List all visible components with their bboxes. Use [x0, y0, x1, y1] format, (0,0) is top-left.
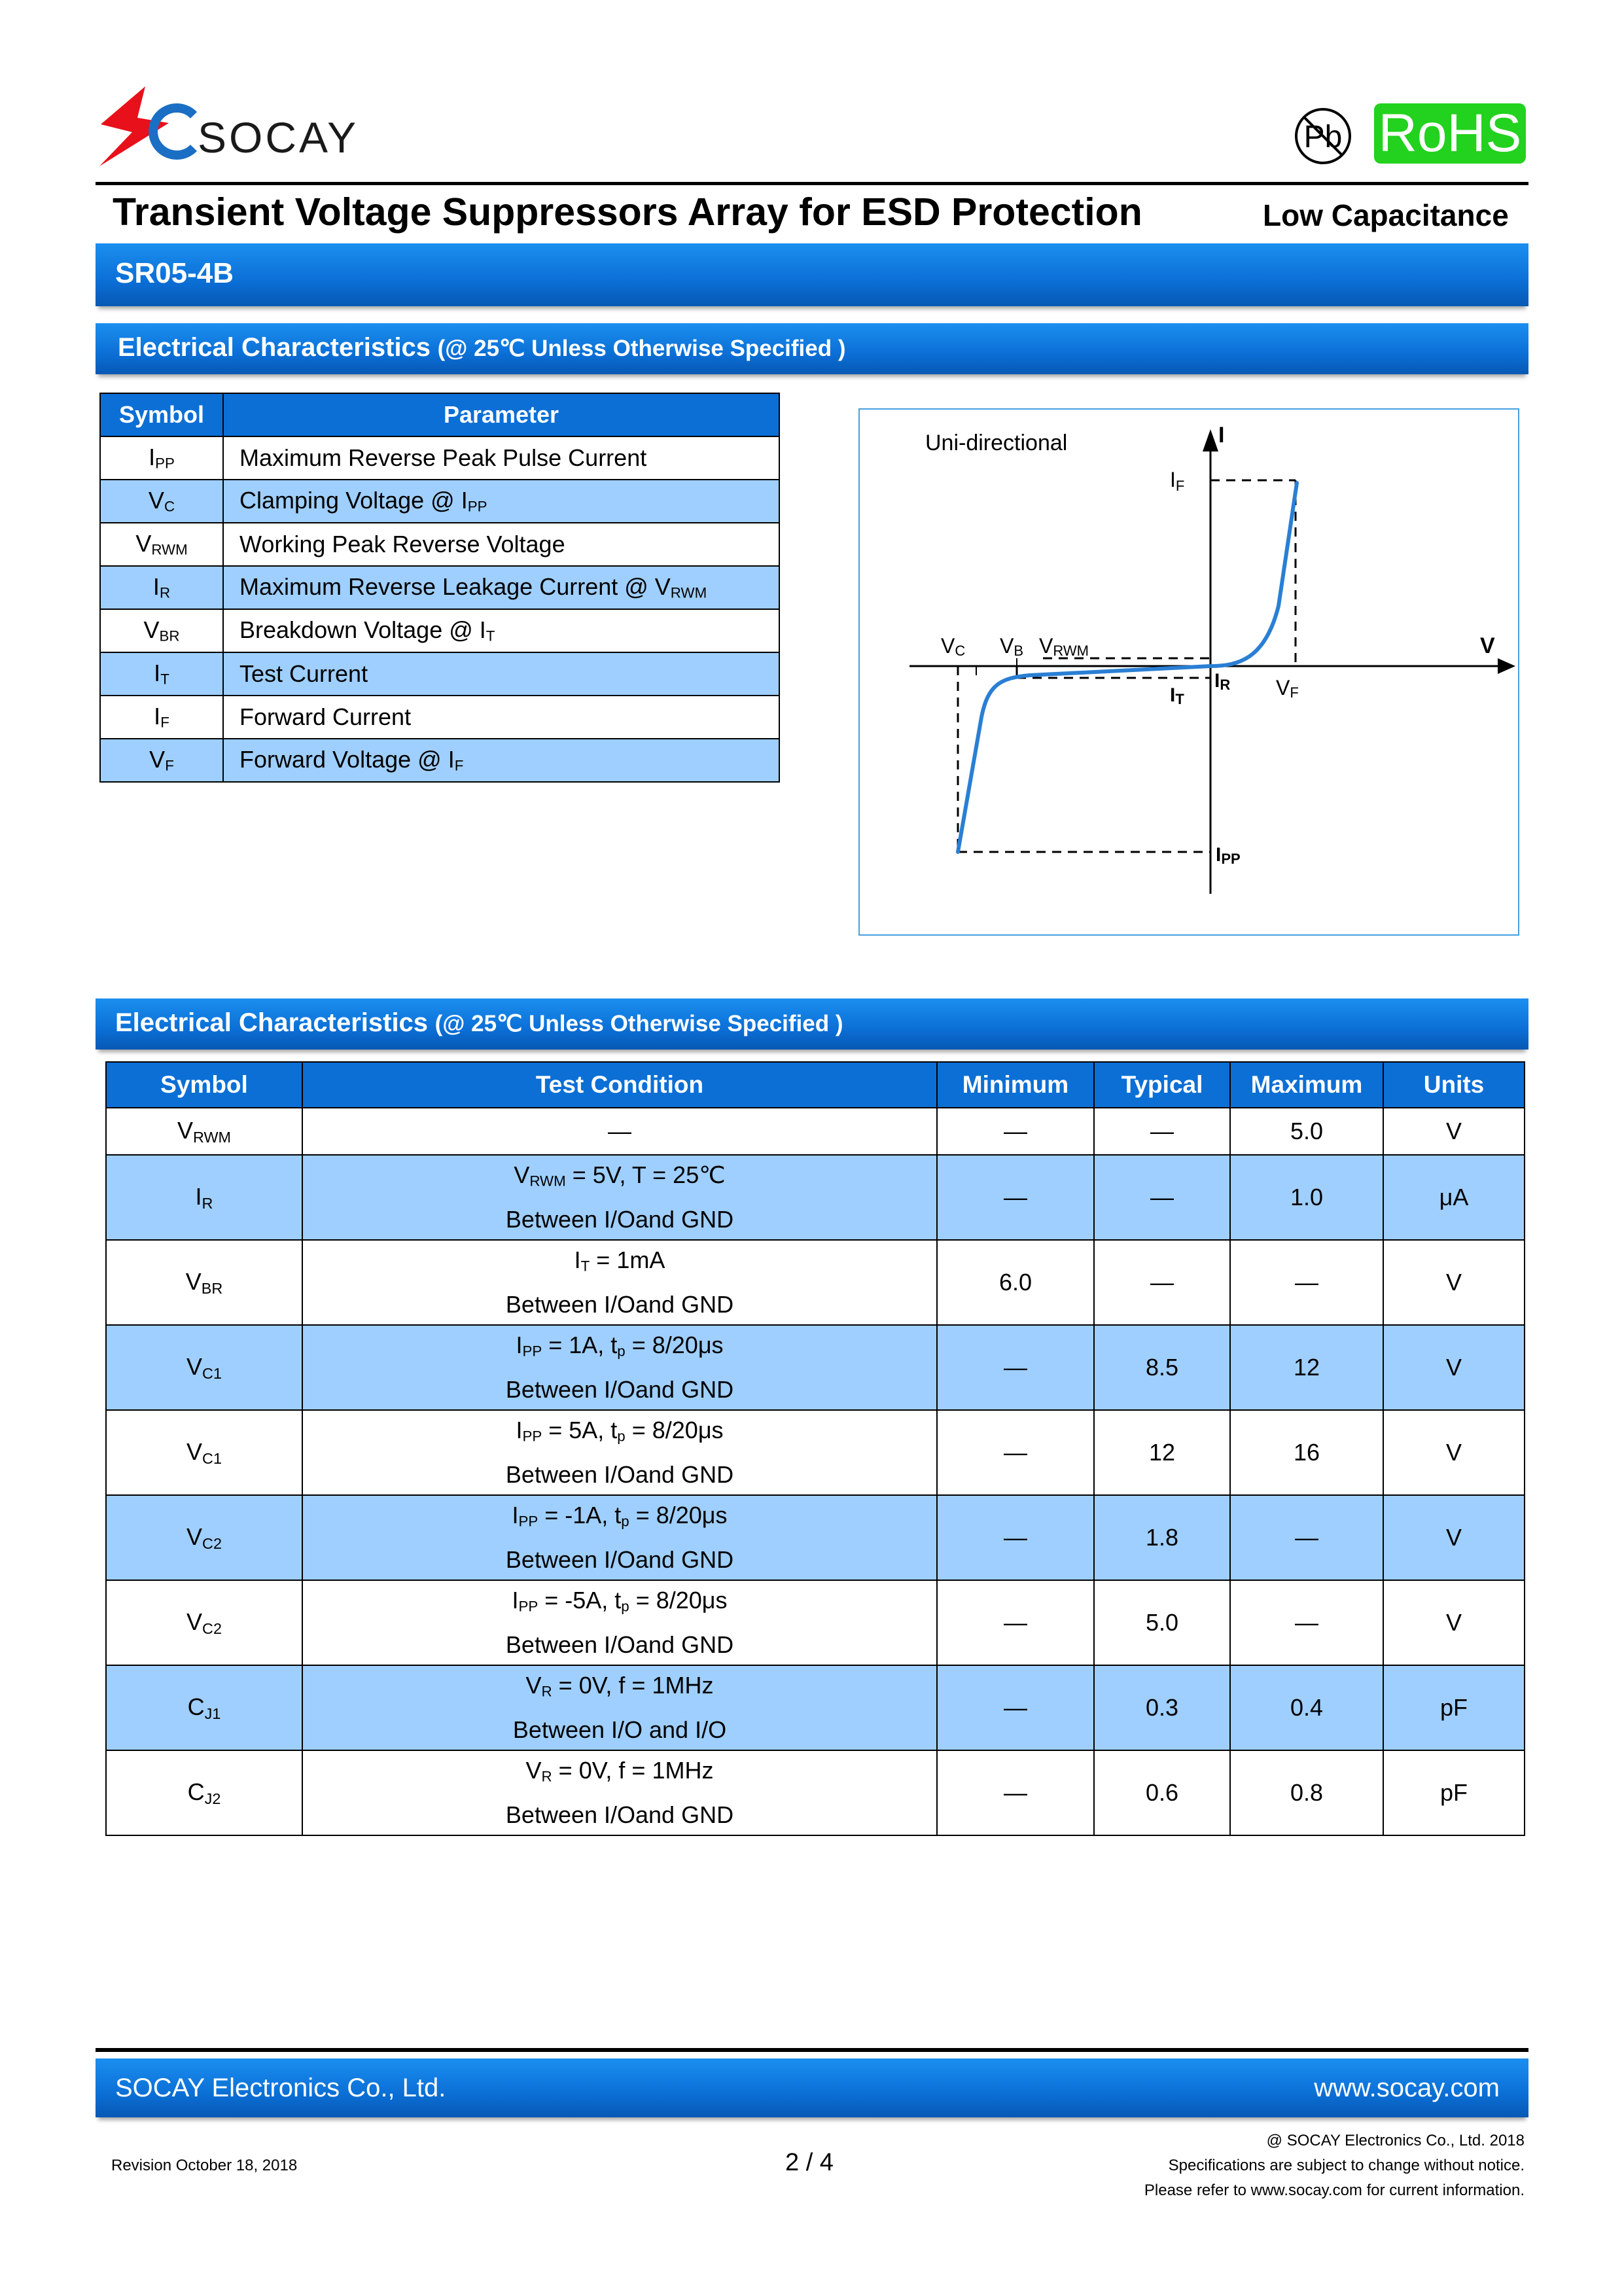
header-typical: Typical	[1094, 1062, 1230, 1108]
max-cell: 0.8	[1230, 1750, 1383, 1835]
typ-cell: 5.0	[1094, 1580, 1230, 1665]
notice-text: Specifications are subject to change without notice.	[1168, 2157, 1525, 2174]
max-cell: —	[1230, 1495, 1383, 1580]
table-row	[100, 609, 779, 652]
socay-logo	[96, 85, 200, 170]
table-row	[106, 1108, 1525, 1155]
unit-cell: pF	[1383, 1665, 1525, 1750]
condition-cell: $I_T = 1mA$ Between I/Oand GND	[302, 1240, 937, 1325]
footer-website-link[interactable]: www.socay.com	[1314, 2074, 1500, 2102]
electrical-characteristics-table	[105, 1061, 1525, 1836]
table-row	[106, 1495, 1525, 1580]
min-cell: 6.0	[937, 1240, 1094, 1325]
footer-company: SOCAY Electronics Co., Ltd.	[115, 2074, 446, 2102]
parameter-cell: Maximum Reverse Leakage Current @ $V_{RWM}$	[223, 566, 779, 609]
unit-cell: V	[1383, 1495, 1525, 1580]
label-it: IT	[1170, 684, 1184, 707]
symbol-cell: $V_{BR}$	[100, 609, 223, 652]
model-number: SR05-4B	[115, 257, 234, 289]
pb-free-icon	[1293, 106, 1353, 166]
axis-label-v: V	[1480, 633, 1495, 658]
parameter-cell: Maximum Reverse Peak Pulse Current	[223, 436, 779, 480]
revision-date: Revision October 18, 2018	[111, 2157, 298, 2174]
diagram-title: Uni-directional	[925, 431, 1068, 455]
max-cell: 1.0	[1230, 1155, 1383, 1240]
max-cell: 16	[1230, 1410, 1383, 1495]
label-vf: VF	[1276, 676, 1299, 701]
section1-heading-cond: (@ 25℃ Unless Otherwise Specified )	[437, 336, 846, 361]
parameter-cell: Working Peak Reverse Voltage	[223, 523, 779, 566]
typ-cell: 0.6	[1094, 1750, 1230, 1835]
socay-logo-text: SOCAY	[198, 113, 359, 162]
min-cell: —	[937, 1155, 1094, 1240]
typ-cell: —	[1094, 1108, 1230, 1155]
refer-text: Please refer to www.socay.com for current information.	[1144, 2181, 1525, 2199]
page-number: 2 / 4	[785, 2149, 834, 2176]
copyright-text: @ SOCAY Electronics Co., Ltd. 2018	[1266, 2132, 1525, 2149]
label-vb: VB	[1000, 634, 1024, 659]
condition-cell: $I_{PP} = 5A$, $t_p = 8/20\mu s$ Between I/Oand GND	[302, 1410, 937, 1495]
v-axis-arrow	[1498, 658, 1515, 674]
header-symbol: Symbol	[100, 393, 223, 436]
pb-label: Pb	[1303, 120, 1343, 154]
header-test-condition: Test Condition	[302, 1062, 937, 1108]
label-vc: VC	[941, 634, 966, 659]
table-row	[106, 1155, 1525, 1240]
header-rule	[96, 182, 1528, 185]
page-title: Transient Voltage Suppressors Array for ESD Protection	[113, 190, 1142, 234]
table-row	[100, 436, 779, 480]
symbol-cell: $V_{C1}$	[106, 1410, 302, 1495]
footer-rule	[96, 2048, 1528, 2052]
condition-cell: $V_R = 0V$, f = 1MHz Between I/O and I/O	[302, 1665, 937, 1750]
symbol-cell: $V_{BR}$	[106, 1240, 302, 1325]
iv-characteristic-diagram	[858, 408, 1519, 936]
symbol-cell: $I_F$	[100, 696, 223, 739]
section2-heading-main: Electrical Characteristics	[115, 1008, 429, 1037]
typ-cell: 0.3	[1094, 1665, 1230, 1750]
label-ir: IR	[1214, 670, 1231, 693]
symbol-cell: $C_{J2}$	[106, 1750, 302, 1835]
parameter-cell: Clamping Voltage @ $I_{PP}$	[223, 480, 779, 523]
unit-cell: V	[1383, 1240, 1525, 1325]
table-row	[106, 1750, 1525, 1835]
min-cell: —	[937, 1750, 1094, 1835]
header-minimum: Minimum	[937, 1062, 1094, 1108]
symbol-cell: $I_R$	[100, 566, 223, 609]
typ-cell: —	[1094, 1155, 1230, 1240]
typ-cell: 1.8	[1094, 1495, 1230, 1580]
typ-cell: 8.5	[1094, 1325, 1230, 1410]
table-row	[106, 1240, 1525, 1325]
unit-cell: V	[1383, 1325, 1525, 1410]
parameter-cell: Test Current	[223, 652, 779, 696]
min-cell: —	[937, 1495, 1094, 1580]
table-row	[100, 566, 779, 609]
symbol-cell: $I_T$	[100, 652, 223, 696]
symbol-cell: $V_{RWM}$	[100, 523, 223, 566]
symbol-cell: $I_{PP}$	[100, 436, 223, 480]
min-cell: —	[937, 1665, 1094, 1750]
rohs-badge: RoHS	[1374, 103, 1526, 164]
min-cell: —	[937, 1410, 1094, 1495]
model-band	[96, 243, 1528, 306]
symbol-cell: $V_C$	[100, 480, 223, 523]
header-maximum: Maximum	[1230, 1062, 1383, 1108]
table-row	[106, 1580, 1525, 1665]
iv-curve	[958, 483, 1297, 852]
condition-cell: —	[302, 1108, 937, 1155]
condition-cell: $V_{RWM} = 5V$, T = 25℃ Between I/Oand GND	[302, 1155, 937, 1240]
min-cell: —	[937, 1325, 1094, 1410]
condition-cell: $I_{PP} = 1A$, $t_p = 8/20\mu s$ Between I/Oand GND	[302, 1325, 937, 1410]
symbol-cell: $V_{C2}$	[106, 1495, 302, 1580]
condition-cell: $I_{PP} = -1A$, $t_p = 8/20\mu s$ Between I/Oand GND	[302, 1495, 937, 1580]
unit-cell: μA	[1383, 1155, 1525, 1240]
table-header-row	[106, 1062, 1525, 1108]
footer-band	[96, 2058, 1528, 2117]
symbol-parameter-table	[99, 393, 780, 783]
unit-cell: V	[1383, 1108, 1525, 1155]
table-row	[106, 1665, 1525, 1750]
max-cell: 0.4	[1230, 1665, 1383, 1750]
axis-label-i: I	[1218, 423, 1225, 448]
condition-cell: $I_{PP} = -5A$, $t_p = 8/20\mu s$ Between I/Oand GND	[302, 1580, 937, 1665]
table-row	[100, 739, 779, 782]
symbol-cell: $I_R$	[106, 1155, 302, 1240]
max-cell: 12	[1230, 1325, 1383, 1410]
section2-heading-cond: (@ 25℃ Unless Otherwise Specified )	[434, 1011, 843, 1036]
section2-heading	[96, 998, 1528, 1050]
typ-cell: —	[1094, 1240, 1230, 1325]
i-axis-arrow	[1203, 429, 1218, 451]
min-cell: —	[937, 1108, 1094, 1155]
label-vrwm: VRWM	[1039, 634, 1089, 659]
table-row	[100, 652, 779, 696]
condition-cell: $V_R = 0V$, f = 1MHz Between I/Oand GND	[302, 1750, 937, 1835]
section1-heading	[96, 323, 1528, 374]
header-symbol: Symbol	[106, 1062, 302, 1108]
parameter-cell: Forward Voltage @ $I_F$	[223, 739, 779, 782]
table-header-row	[100, 393, 779, 436]
unit-cell: pF	[1383, 1750, 1525, 1835]
unit-cell: V	[1383, 1580, 1525, 1665]
table-row	[100, 696, 779, 739]
symbol-cell: $V_{C2}$	[106, 1580, 302, 1665]
label-if: IF	[1170, 468, 1185, 494]
label-ipp: IPP	[1216, 844, 1241, 867]
table-row	[100, 480, 779, 523]
max-cell: —	[1230, 1580, 1383, 1665]
max-cell: —	[1230, 1240, 1383, 1325]
iv-curve-graphic	[860, 410, 1518, 934]
parameter-cell: Breakdown Voltage @ $I_T$	[223, 609, 779, 652]
table-row	[100, 523, 779, 566]
table-row	[106, 1410, 1525, 1495]
section1-heading-main: Electrical Characteristics	[118, 333, 431, 362]
typ-cell: 12	[1094, 1410, 1230, 1495]
unit-cell: V	[1383, 1410, 1525, 1495]
header-units: Units	[1383, 1062, 1525, 1108]
table-row	[106, 1325, 1525, 1410]
page-subtitle: Low Capacitance	[1263, 198, 1509, 232]
socay-logo-mark-icon	[96, 85, 200, 170]
max-cell: 5.0	[1230, 1108, 1383, 1155]
symbol-cell: $V_{C1}$	[106, 1325, 302, 1410]
symbol-cell: $V_F$	[100, 739, 223, 782]
symbol-cell: $C_{J1}$	[106, 1665, 302, 1750]
header-parameter: Parameter	[223, 393, 779, 436]
symbol-cell: $V_{RWM}$	[106, 1108, 302, 1155]
min-cell: —	[937, 1580, 1094, 1665]
parameter-cell: Forward Current	[223, 696, 779, 739]
